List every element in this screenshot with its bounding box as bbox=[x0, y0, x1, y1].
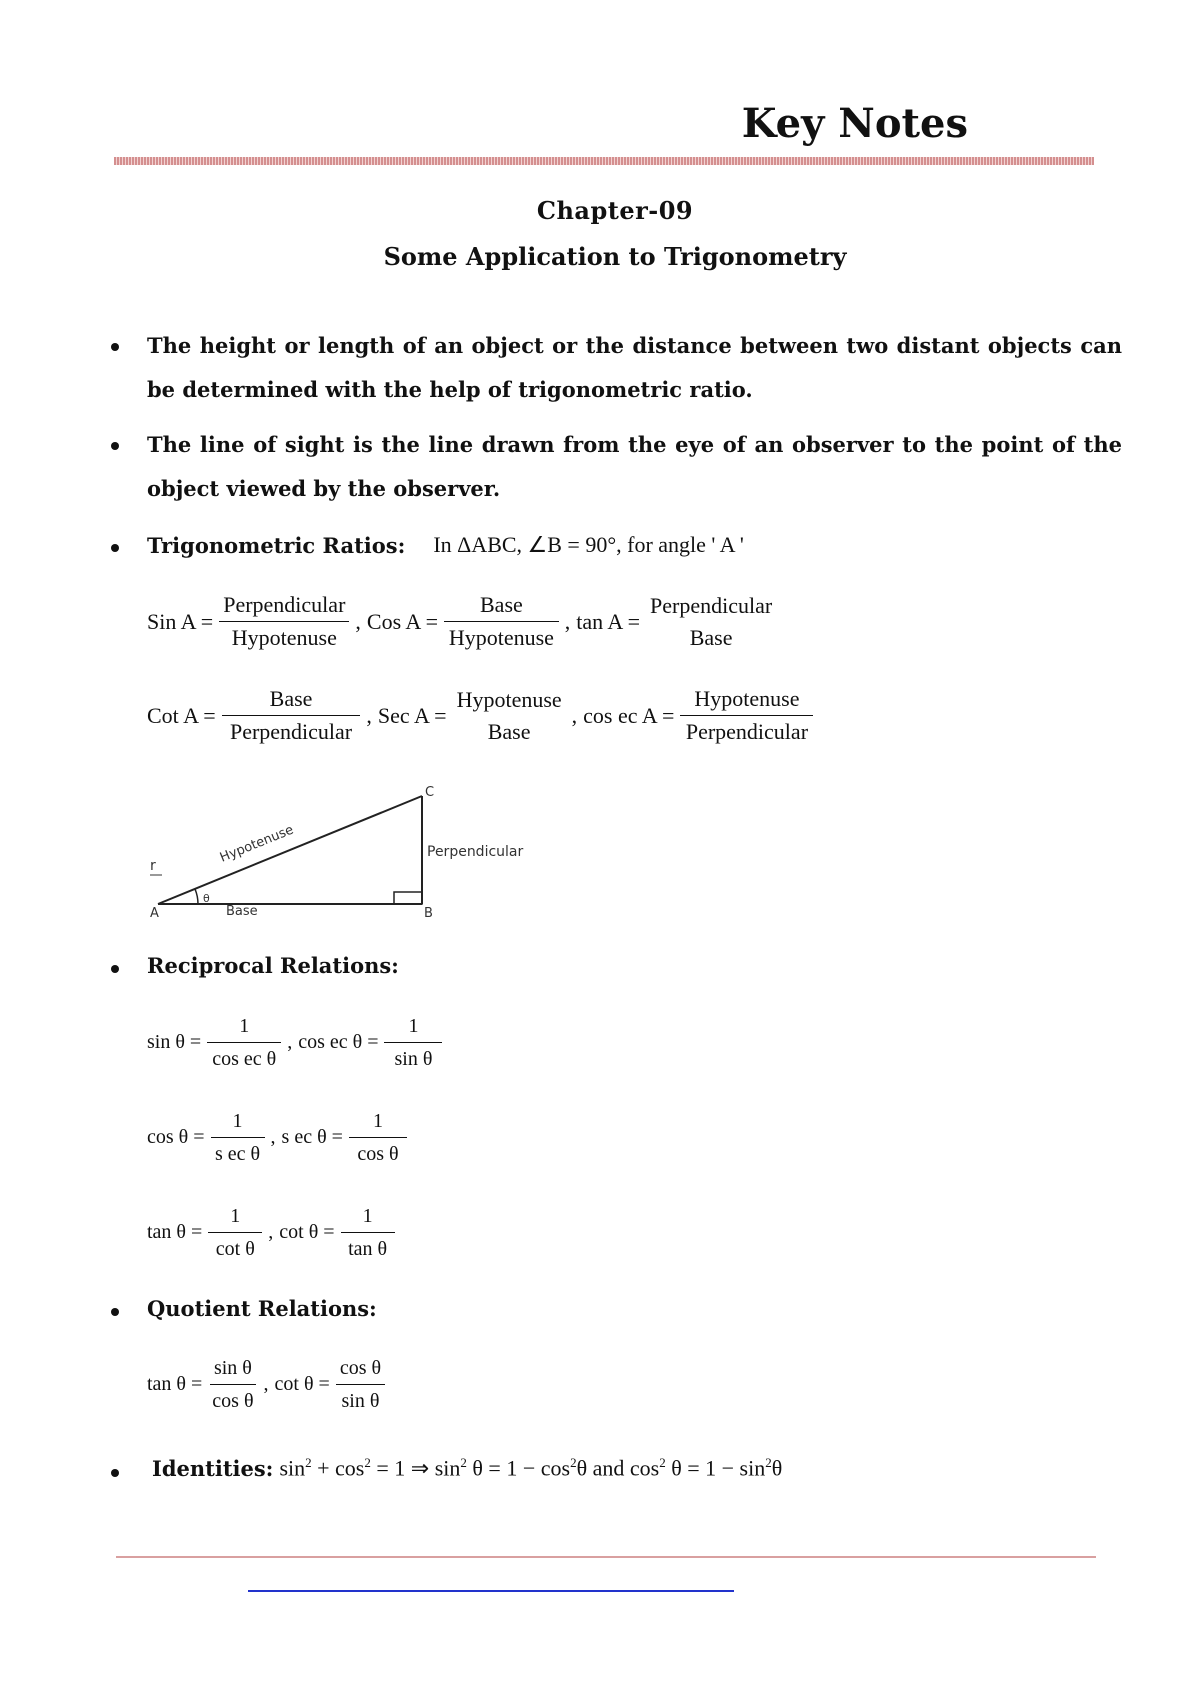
recip-tan-fraction bbox=[208, 1203, 262, 1262]
sec-ratio-den: Base bbox=[487, 718, 531, 744]
identities-label: Identities: bbox=[152, 1455, 274, 1481]
vertex-c-label: C bbox=[425, 785, 435, 800]
vertex-a-label: A bbox=[150, 906, 159, 920]
trig-ratios-label: Trigonometric Ratios: bbox=[147, 532, 406, 558]
chapter-title: Some Application to Trigonometry bbox=[383, 242, 847, 271]
bullet-icon bbox=[111, 965, 119, 973]
comma: , bbox=[571, 702, 578, 728]
reciprocal-row-sin bbox=[147, 1013, 444, 1072]
tan-ratio-num: Perpendicular bbox=[650, 592, 773, 618]
cot-ratio-num: Base bbox=[222, 686, 361, 716]
recip-tan-lhs: tan θ = bbox=[147, 1221, 203, 1243]
perpendicular-label: Perpendicular bbox=[427, 844, 524, 860]
recip-tan-num: 1 bbox=[208, 1203, 262, 1233]
cot-ratio-den: Perpendicular bbox=[229, 719, 353, 744]
angle-theta-label: θ bbox=[203, 892, 210, 905]
identity-sq: 2 bbox=[570, 1455, 577, 1470]
reciprocal-heading: Reciprocal Relations: bbox=[147, 953, 399, 978]
bullet-icon bbox=[111, 1308, 119, 1316]
quot-cot-lhs: cot θ = bbox=[274, 1373, 330, 1395]
identity-minus-sin: θ = 1 − sin bbox=[671, 1455, 766, 1481]
quot-tan-lhs: tan θ = bbox=[147, 1373, 203, 1395]
recip-cosec-den: sin θ bbox=[394, 1048, 433, 1070]
identity-sq: 2 bbox=[364, 1455, 371, 1470]
comma: , bbox=[287, 1031, 293, 1053]
cos-ratio-fraction bbox=[444, 592, 559, 651]
cos-ratio-lhs: Cos A = bbox=[366, 608, 438, 634]
cos-ratio-num: Base bbox=[444, 592, 559, 622]
base-label: Base bbox=[226, 904, 258, 919]
sin-ratio-fraction bbox=[219, 592, 349, 651]
bullet-icon bbox=[111, 442, 119, 450]
recip-cot-fraction bbox=[341, 1203, 395, 1262]
recip-cosec-num: 1 bbox=[384, 1013, 442, 1043]
identity-sin: sin bbox=[279, 1455, 306, 1481]
quot-tan-den: cos θ bbox=[212, 1390, 254, 1412]
identity-implies-sin: = 1 ⇒ sin bbox=[376, 1455, 461, 1481]
identities-line bbox=[152, 1455, 782, 1481]
eye-mark-label: r bbox=[150, 858, 156, 874]
identities-formula bbox=[279, 1455, 782, 1481]
ratios-row-2 bbox=[147, 686, 815, 745]
identity-theta: θ bbox=[771, 1455, 783, 1481]
sec-ratio-fraction bbox=[453, 687, 566, 745]
sec-ratio-num: Hypotenuse bbox=[456, 686, 562, 712]
bullet-height-distance: The height or length of an object or the distance between two distant objects can be determined with the help of trigonometric ratio. bbox=[147, 333, 1122, 402]
cosec-ratio-fraction bbox=[680, 686, 813, 745]
reciprocal-row-cos bbox=[147, 1108, 409, 1167]
bullet-icon bbox=[111, 1469, 119, 1477]
identity-and-cos: θ and cos bbox=[576, 1455, 660, 1481]
footer-divider bbox=[116, 1556, 1096, 1558]
identity-sq: 2 bbox=[765, 1455, 772, 1470]
recip-cos-lhs: cos θ = bbox=[147, 1126, 205, 1148]
identity-sq: 2 bbox=[659, 1455, 666, 1470]
sin-ratio-lhs: Sin A = bbox=[147, 608, 214, 634]
cosec-ratio-num: Hypotenuse bbox=[680, 686, 813, 716]
recip-tan-den: cot θ bbox=[215, 1238, 255, 1260]
recip-cosec-fraction bbox=[384, 1013, 442, 1072]
cos-ratio-den: Hypotenuse bbox=[448, 625, 554, 650]
trig-ratios-condition: In ΔABC, ∠B = 90°, for angle ' A ' bbox=[433, 532, 744, 557]
quot-cot-den: sin θ bbox=[341, 1390, 380, 1412]
reciprocal-row-tan bbox=[147, 1203, 397, 1262]
footer-link-underline bbox=[248, 1590, 734, 1592]
vertex-b-label: B bbox=[424, 906, 433, 920]
tan-ratio-den: Base bbox=[689, 624, 733, 650]
recip-sec-num: 1 bbox=[349, 1108, 407, 1138]
triangle-hypotenuse-side bbox=[158, 796, 422, 904]
quot-cot-num: cos θ bbox=[336, 1355, 385, 1385]
recip-cot-lhs: cot θ = bbox=[279, 1221, 335, 1243]
hypotenuse-label: Hypotenuse bbox=[217, 822, 296, 866]
tan-ratio-fraction bbox=[646, 593, 776, 651]
recip-sin-den: cos ec θ bbox=[212, 1048, 277, 1070]
ratios-row-1 bbox=[147, 592, 778, 651]
recip-sin-num: 1 bbox=[207, 1013, 281, 1043]
recip-cos-den: s ec θ bbox=[214, 1143, 261, 1165]
comma: , bbox=[564, 608, 571, 634]
quot-tan-fraction bbox=[208, 1355, 257, 1414]
comma: , bbox=[263, 1373, 269, 1395]
identity-plus-cos: + cos bbox=[317, 1455, 365, 1481]
sec-ratio-lhs: Sec A = bbox=[377, 702, 447, 728]
comma: , bbox=[268, 1221, 274, 1243]
identity-minus-cos: θ = 1 − cos bbox=[472, 1455, 571, 1481]
quot-cot-fraction bbox=[336, 1355, 385, 1414]
identity-sq: 2 bbox=[460, 1455, 467, 1470]
right-angle-marker bbox=[394, 892, 422, 904]
cosec-ratio-lhs: cos ec A = bbox=[583, 702, 675, 728]
recip-sin-fraction bbox=[207, 1013, 281, 1072]
recip-sin-lhs: sin θ = bbox=[147, 1031, 202, 1053]
cot-ratio-fraction bbox=[222, 686, 361, 745]
comma: , bbox=[355, 608, 361, 634]
sin-ratio-den: Hypotenuse bbox=[231, 625, 337, 650]
comma: , bbox=[270, 1126, 276, 1148]
bullet-icon bbox=[111, 343, 119, 351]
right-triangle-diagram bbox=[140, 780, 560, 920]
cot-ratio-lhs: Cot A = bbox=[147, 702, 216, 728]
quotient-row bbox=[147, 1355, 387, 1414]
page-header-title: Key Notes bbox=[741, 100, 968, 147]
trig-ratios-heading bbox=[147, 532, 744, 558]
tan-ratio-lhs: tan A = bbox=[576, 608, 641, 634]
recip-cot-num: 1 bbox=[341, 1203, 395, 1233]
recip-cos-num: 1 bbox=[211, 1108, 265, 1138]
identity-sq: 2 bbox=[305, 1455, 312, 1470]
recip-sec-lhs: s ec θ = bbox=[281, 1126, 343, 1148]
bullet-icon bbox=[111, 544, 119, 552]
recip-cot-den: tan θ bbox=[348, 1238, 388, 1260]
angle-arc bbox=[195, 889, 198, 904]
cosec-ratio-den: Perpendicular bbox=[685, 719, 809, 744]
recip-cos-fraction bbox=[211, 1108, 265, 1167]
bullet-line-of-sight: The line of sight is the line drawn from the eye of an observer to the point of the object viewed by the observer. bbox=[147, 432, 1122, 501]
recip-sec-den: cos θ bbox=[357, 1143, 399, 1165]
header-divider bbox=[114, 157, 1094, 165]
recip-cosec-lhs: cos ec θ = bbox=[298, 1031, 379, 1053]
sin-ratio-num: Perpendicular bbox=[219, 592, 349, 622]
recip-sec-fraction bbox=[349, 1108, 407, 1167]
comma: , bbox=[366, 702, 372, 728]
chapter-number: Chapter-09 bbox=[536, 196, 694, 225]
quot-tan-num: sin θ bbox=[210, 1355, 256, 1385]
quotient-heading: Quotient Relations: bbox=[147, 1296, 377, 1321]
